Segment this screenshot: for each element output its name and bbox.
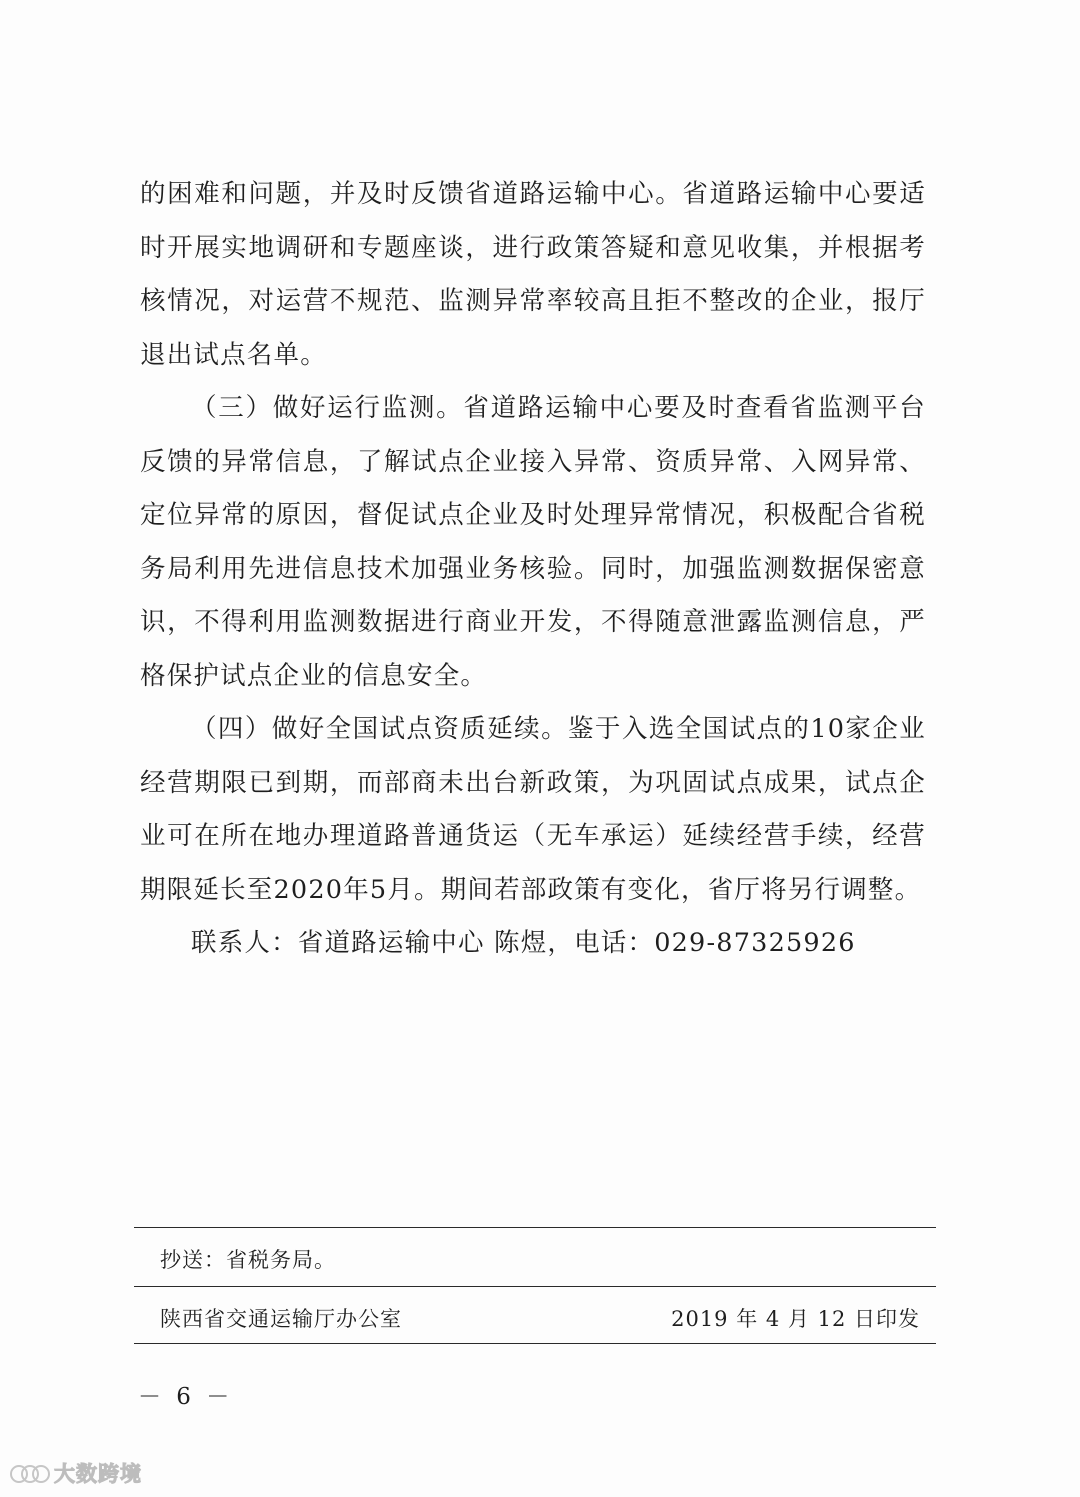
cc-recipients: 抄送：省税务局。 [160, 1248, 336, 1272]
footer-middle-rule [134, 1286, 936, 1287]
page-number: － 6 － [138, 1384, 234, 1410]
footer-top-rule [134, 1227, 936, 1228]
watermark [10, 1460, 142, 1486]
footer-bottom-rule [134, 1343, 936, 1344]
issuing-office: 陕西省交通运输厅办公室 [160, 1307, 402, 1331]
issue-date: 2019 年 4 月 12 日印发 [671, 1307, 920, 1331]
three-rings-logo-icon [10, 1462, 50, 1484]
watermark-text: 大数跨境 [54, 1462, 142, 1486]
paragraph-qualification-extension: （四）做好全国试点资质延续。鉴于入选全国试点的10家企业经营期限已到期，而部商未出台新政策，为巩固试点成果，试点企业可在所在地办理道路普通货运（无车承运）延续经营手续，经营期限延长至2020年5月。期间若部政策有变化，省厅将另行调整。 [140, 714, 926, 905]
document-body [140, 168, 926, 971]
paragraph-operation-monitoring: （三）做好运行监测。省道路运输中心要及时查看省监测平台反馈的异常信息，了解试点企业接入异常、资质异常、入网异常、定位异常的原因，督促试点企业及时处理异常情况，积极配合省税务局利用先进信息技术加强业务核验。同时，加强监测数据保密意识，不得利用监测数据进行商业开发，不得随意泄露监测信息，严格保护试点企业的信息安全。 [140, 393, 926, 691]
paragraph-continuation: 的困难和问题，并及时反馈省道路运输中心。省道路运输中心要适时开展实地调研和专题座谈，进行政策答疑和意见收集，并根据考核情况，对运营不规范、监测异常率较高且拒不整改的企业，报厅退出试点名单。 [140, 179, 926, 370]
contact-line: 联系人：省道路运输中心 陈煜，电话：029-87325926 [191, 928, 856, 958]
